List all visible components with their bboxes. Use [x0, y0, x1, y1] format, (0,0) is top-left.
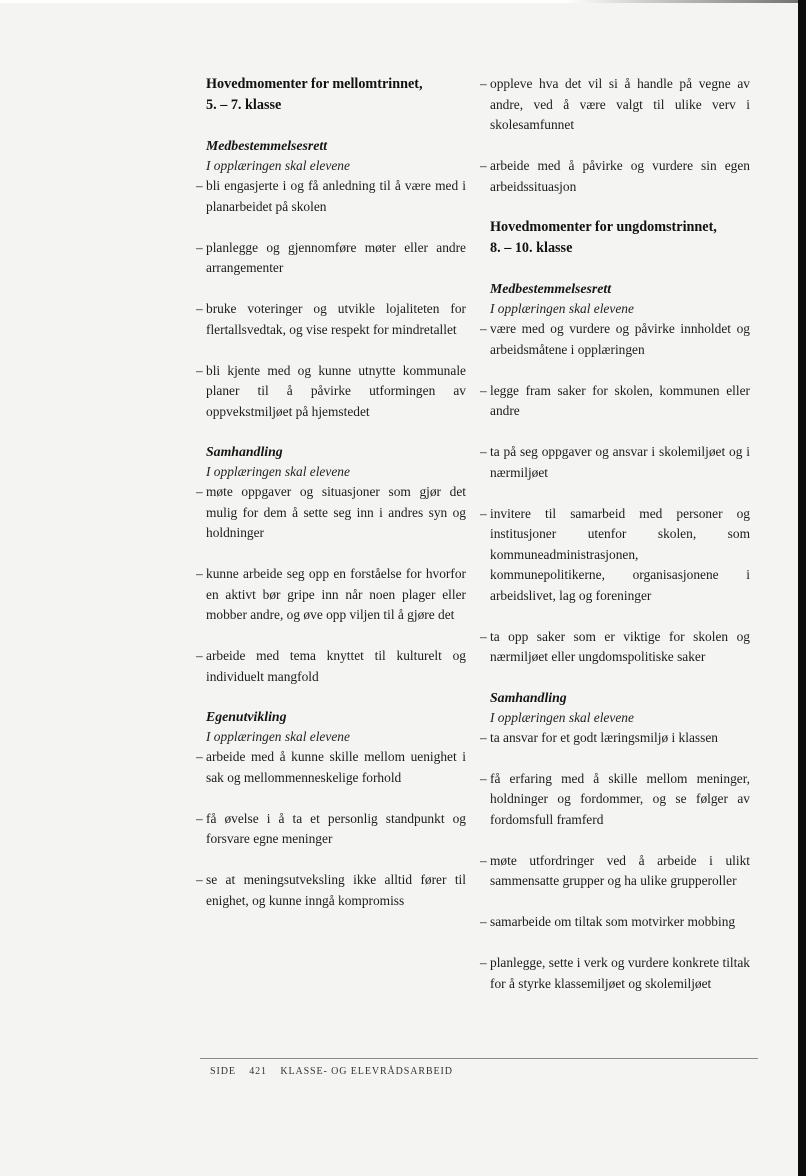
- section-title: Egenutvikling: [206, 709, 287, 724]
- list-item: – planlegge og gjennomføre møter eller andre arrangementer: [196, 238, 466, 279]
- section-medbestemmelsesrett: [196, 136, 466, 422]
- list-item: – bli kjente med og kunne utnytte kommunale planer til å påvirke utformingen av oppvekstmiljøet på hjemstedet: [196, 361, 466, 423]
- continued-item-list: [480, 74, 750, 197]
- right-column: [480, 74, 750, 1014]
- list-item: – planlegge, sette i verk og vurdere konkrete tiltak for å styrke klassemiljøet og skolemiljøet: [480, 953, 750, 994]
- item-list: [196, 176, 466, 422]
- section-egenutvikling: [196, 707, 466, 911]
- item-list: [480, 728, 750, 995]
- mellomtrinnet-heading: [196, 74, 466, 116]
- list-item: – legge fram saker for skolen, kommunen eller andre: [480, 381, 750, 422]
- footer-page-number: 421: [249, 1066, 267, 1077]
- section-subtitle: I opplæringen skal elevene: [206, 464, 350, 479]
- item-list: [196, 747, 466, 911]
- list-item: – bli engasjerte i og få anledning til å være med i planarbeidet på skolen: [196, 176, 466, 217]
- heading-line-2: 8. – 10. klasse: [490, 240, 573, 256]
- section-title: Medbestemmelsesrett: [490, 281, 612, 296]
- heading-line-1: Hovedmomenter for ungdomstrinnet,: [490, 219, 717, 235]
- list-item: – få øvelse i å ta et personlig standpunkt og forsvare egne meninger: [196, 809, 466, 850]
- list-item: – ta ansvar for et godt læringsmiljø i klassen: [480, 728, 750, 749]
- section-subtitle: I opplæringen skal elevene: [206, 158, 350, 173]
- page-top-edge: [0, 0, 806, 3]
- section-subtitle: I opplæringen skal elevene: [490, 709, 634, 725]
- list-item: – arbeide med å påvirke og vurdere sin egen arbeidssituasjon: [480, 156, 750, 197]
- section-title: Medbestemmelsesrett: [206, 138, 328, 153]
- list-item: – få erfaring med å skille mellom meninger, holdninger og fordommer, og se følger av fordomsfull framferd: [480, 769, 750, 831]
- footer-section-name: KLASSE- OG ELEVRÅDSARBEID: [280, 1066, 453, 1077]
- ungdomstrinnet-heading: [480, 217, 750, 259]
- section-medbestemmelsesrett: [480, 279, 750, 668]
- section-samhandling: [196, 442, 466, 687]
- heading-line-1: Hovedmomenter for mellomtrinnet,: [206, 76, 423, 92]
- section-title: Samhandling: [206, 444, 283, 459]
- section-subtitle: I opplæringen skal elevene: [206, 729, 350, 744]
- footer-divider: [200, 1058, 758, 1059]
- list-item: – være med og vurdere og påvirke innholdet og arbeidsmåtene i opplæringen: [480, 319, 750, 360]
- page-right-edge: [798, 0, 806, 1176]
- list-item: – invitere til samarbeid med personer og institusjoner utenfor skolen, som kommuneadministrasjonen, kommunepolitikerne, organisasjonene i arbeidslivet, lag og foreninger: [480, 504, 750, 607]
- list-item: – ta på seg oppgaver og ansvar i skolemiljøet og i nærmiljøet: [480, 442, 750, 483]
- heading-line-2: 5. – 7. klasse: [206, 97, 282, 113]
- section-subtitle: I opplæringen skal elevene: [490, 301, 634, 316]
- list-item: – kunne arbeide seg opp en forståelse for hvorfor en aktivt bør gripe inn når noen plager eller mobber andre, og øve opp viljen til å gjøre det: [196, 564, 466, 626]
- list-item: – oppleve hva det vil si å handle på vegne av andre, ved å være valgt til ulike verv i skolesamfunnet: [480, 74, 750, 136]
- list-item: – se at meningsutveksling ikke alltid fører til enighet, og kunne inngå kompromiss: [196, 870, 466, 911]
- list-item: – arbeide med tema knyttet til kulturelt og individuelt mangfold: [196, 646, 466, 687]
- footer-side-label: SIDE: [210, 1066, 236, 1077]
- list-item: – bruke voteringer og utvikle lojaliteten for flertallsvedtak, og vise respekt for mindretallet: [196, 299, 466, 340]
- list-item: – ta opp saker som er viktige for skolen og nærmiljøet eller ungdomspolitiske saker: [480, 627, 750, 668]
- list-item: – samarbeide om tiltak som motvirker mobbing: [480, 912, 750, 933]
- list-item: – møte utfordringer ved å arbeide i ulikt sammensatte grupper og ha ulike grupperoller: [480, 851, 750, 892]
- list-item: – arbeide med å kunne skille mellom uenighet i sak og mellommenneskelige forhold: [196, 747, 466, 788]
- list-item: – møte oppgaver og situasjoner som gjør det mulig for dem å sette seg inn i andres syn og holdninger: [196, 482, 466, 544]
- left-column: [196, 74, 466, 931]
- item-list: [196, 482, 466, 687]
- page-footer: [210, 1066, 463, 1077]
- section-title: Samhandling: [490, 689, 567, 705]
- section-samhandling: [480, 688, 750, 995]
- item-list: [480, 319, 750, 668]
